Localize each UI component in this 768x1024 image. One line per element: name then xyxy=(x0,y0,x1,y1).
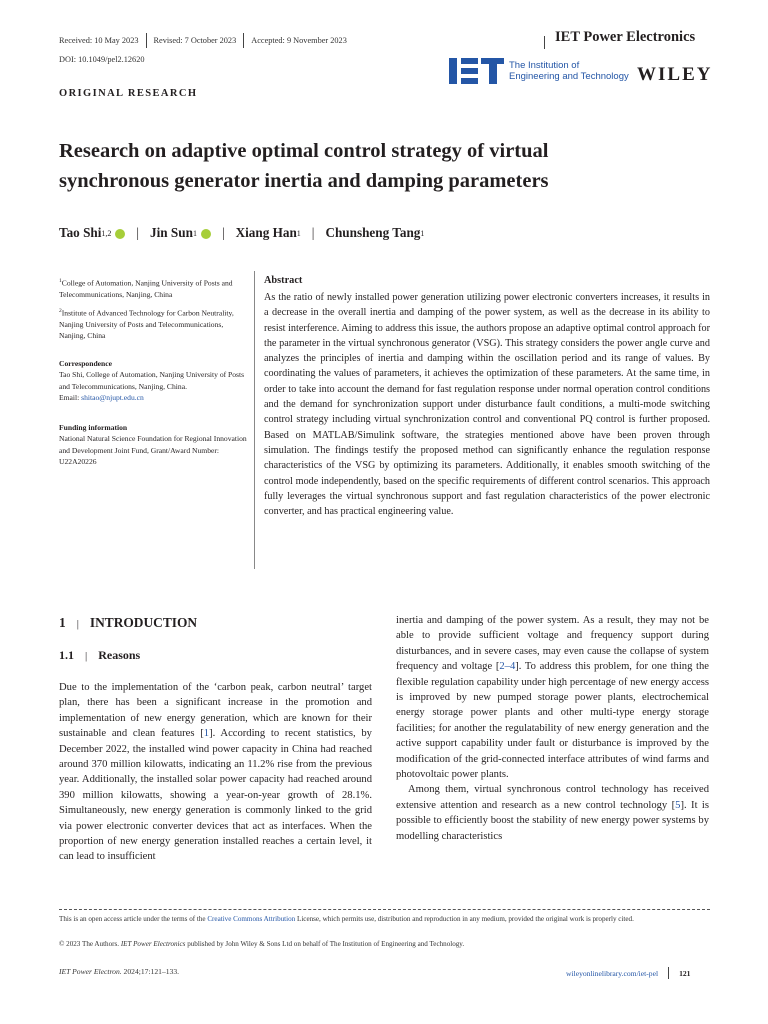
affiliation-1: $^1$College of Automation, Nanjing University of Posts and Telecommunications, Nanjing, China xyxy=(59,278,233,299)
footnote-divider xyxy=(59,909,710,910)
correspondence-label: Correspondence xyxy=(59,359,113,368)
iet-logo-mark-icon xyxy=(449,57,504,85)
orcid-icon[interactable] xyxy=(115,229,125,239)
author-affiliation-sup: 1 xyxy=(420,228,425,238)
author-name[interactable]: Xiang Han xyxy=(235,225,297,240)
page-footer-right xyxy=(566,967,690,979)
author-separator: | xyxy=(221,225,225,240)
divider xyxy=(668,967,669,979)
article-title: Research on adaptive optimal control strategy of virtual synchronous generator inertia and damping parameters xyxy=(59,140,549,192)
body-column-right xyxy=(396,613,709,844)
license-link[interactable]: Creative Commons Attribution xyxy=(207,915,296,923)
author-affiliation-sup: 1 xyxy=(296,228,301,238)
section-label: ORIGINAL RESEARCH xyxy=(59,88,198,99)
iet-logo-text: The Institution of Engineering and Technology xyxy=(509,60,629,82)
copyright-note: © 2023 The Authors. IET Power Electronics published by John Wiley & Sons Ltd on behalf of The Institution of Engineering and Technology. xyxy=(59,940,465,948)
wiley-logo[interactable]: WILEY xyxy=(637,64,713,85)
divider xyxy=(254,271,255,569)
correspondence xyxy=(59,358,249,403)
divider xyxy=(243,33,244,48)
doi-link[interactable]: DOI: 10.1049/pel2.12620 xyxy=(59,55,145,64)
revised-date: Revised: 7 October 2023 xyxy=(153,36,237,45)
article-dates xyxy=(59,33,347,48)
author-affiliation-sup: 1 xyxy=(192,228,197,238)
citation-link[interactable]: 5 xyxy=(675,799,681,811)
funding-label: Funding information xyxy=(59,423,128,432)
paragraph: inertia and damping of the power system. As a result, they may not be able to provide sufficient voltage and frequency support during disturbances, and in severe cases, may even cause the collapse of system frequency and voltage [2–4]. To address this problem, for one thing the flexible regulation capability under high percentage of new energy access is improved by new pumped storage power plants, electrochemical energy storage power plants and other multi-type energy storage facilities; for another the regulatability of new energy generation and the active support capability under fault or disturbance is improved by the modification of the grid-connected interface attributes of wind farms and photovoltaic power plants. xyxy=(396,615,709,781)
accepted-date: Accepted: 9 November 2023 xyxy=(251,36,347,45)
section-heading: 1 | INTRODUCTION xyxy=(59,615,198,630)
citation-line: IET Power Electron. 2024;17:121–133. xyxy=(59,967,180,976)
author-separator: | xyxy=(136,225,140,240)
paragraph: Due to the implementation of the ‘carbon peak, carbon neutral’ target plan, there has been a significant increase in the promotion and implementation of new energy generation, which are known for their sustainable and clean features [1]. According to recent statistics, by December 2022, the installed wind power capacity in China had reached around 370 million kilowatts, indicating an 11.2% rise from the previous year. Additionally, the installed solar power capacity had reached around 390 million kilowatts, showing a year-on-year growth of 28.1%. Simultaneously, new energy generation is commonly linked to the grid via power electronic converter devices that act as interfaces. When the proportion of new energy generation installed reaches a certain level, it can lead to insufficient xyxy=(59,682,372,863)
author-name[interactable]: Tao Shi xyxy=(59,225,102,240)
affiliation-2: $^2$Institute of Advanced Technology for Carbon Neutrality, Nanjing University of Posts and Telecommunications, Nanjing, China xyxy=(59,308,234,341)
orcid-icon[interactable] xyxy=(201,229,211,239)
body-column-left xyxy=(59,680,372,865)
author-name[interactable]: Jin Sun xyxy=(150,225,193,240)
citation-link[interactable]: 1 xyxy=(203,728,210,740)
email-link[interactable]: shitao@njupt.edu.cn xyxy=(81,392,144,402)
correspondence-address: Tao Shi, College of Automation, Nanjing University of Posts and Telecommunications, Nanjing, China. xyxy=(59,370,245,391)
received-date: Received: 10 May 2023 xyxy=(59,36,139,45)
correspondence-email: Email: shitao@njupt.edu.cn xyxy=(59,392,144,402)
divider xyxy=(544,36,545,49)
iet-logo[interactable] xyxy=(449,57,629,85)
author-list xyxy=(59,225,424,241)
author-separator: | xyxy=(311,225,315,240)
abstract-heading: Abstract xyxy=(264,275,303,286)
abstract-text: As the ratio of newly installed power generation utilizing power electronic converters increases, it results in a decrease in the overall inertia and damping of the power system, as well as the decrease in its ability to resist interference. Aiming to address this issue, the authors propose an adaptive optimal control approach for the parameter in the virtual synchronous generator (VSG). This strategy considers the power angle curve and analyzes the principles of inertia and damping within the oscillation period and its range of values. By coordinating the values of parameters, it achieves the optimization of these parameters. At the same time, in order to take into account the demand for fast regulation response under normal operation control conditions and the demand for synchronization support under disturbance fault conditions, a multi-mode switching control strategy including virtual synchronization control and conventional PQ control is further proposed. Based on MATLAB/Simulink software, the strategies mentioned above have been proven through simulation. The findings testify the proposed method can significantly enhance the regulation response characteristics of the VSG by optimizing its parameters. Additionally, it enables smooth switching of the control mode independently, based on the specific requirements of different control scenarios. This approach fully leverages the virtual synchronous support and fast regulation characteristics of the power electronic converter, and has practical engineering value. xyxy=(264,292,710,518)
journal-title[interactable]: IET Power Electronics xyxy=(555,29,696,45)
funding-text: National Natural Science Foundation for Regional Innovation and Development Joint Fund, Grant/Award Number: U22A20226 xyxy=(59,434,247,466)
page-number: 121 xyxy=(679,968,691,978)
citation-link[interactable]: 2–4 xyxy=(499,661,516,673)
divider xyxy=(146,33,147,48)
license-note: This is an open access article under the terms of the Creative Commons Attribution License, which permits use, distribution and reproduction in any medium, provided the original work is properly cited. xyxy=(59,915,634,923)
subsection-heading: 1.1 | Reasons xyxy=(59,648,141,662)
paragraph: Among them, virtual synchronous control technology has received extensive attention and research as a new control technology [5]. It is possible to efficiently boost the stability of new energy power systems by modelling characteristics xyxy=(396,784,709,842)
funding-information xyxy=(59,422,249,467)
author-name[interactable]: Chunsheng Tang xyxy=(325,225,421,240)
author-affiliation-sup: 1,2 xyxy=(101,228,112,238)
site-link[interactable]: wileyonlinelibrary.com/iet-pel xyxy=(566,968,659,978)
